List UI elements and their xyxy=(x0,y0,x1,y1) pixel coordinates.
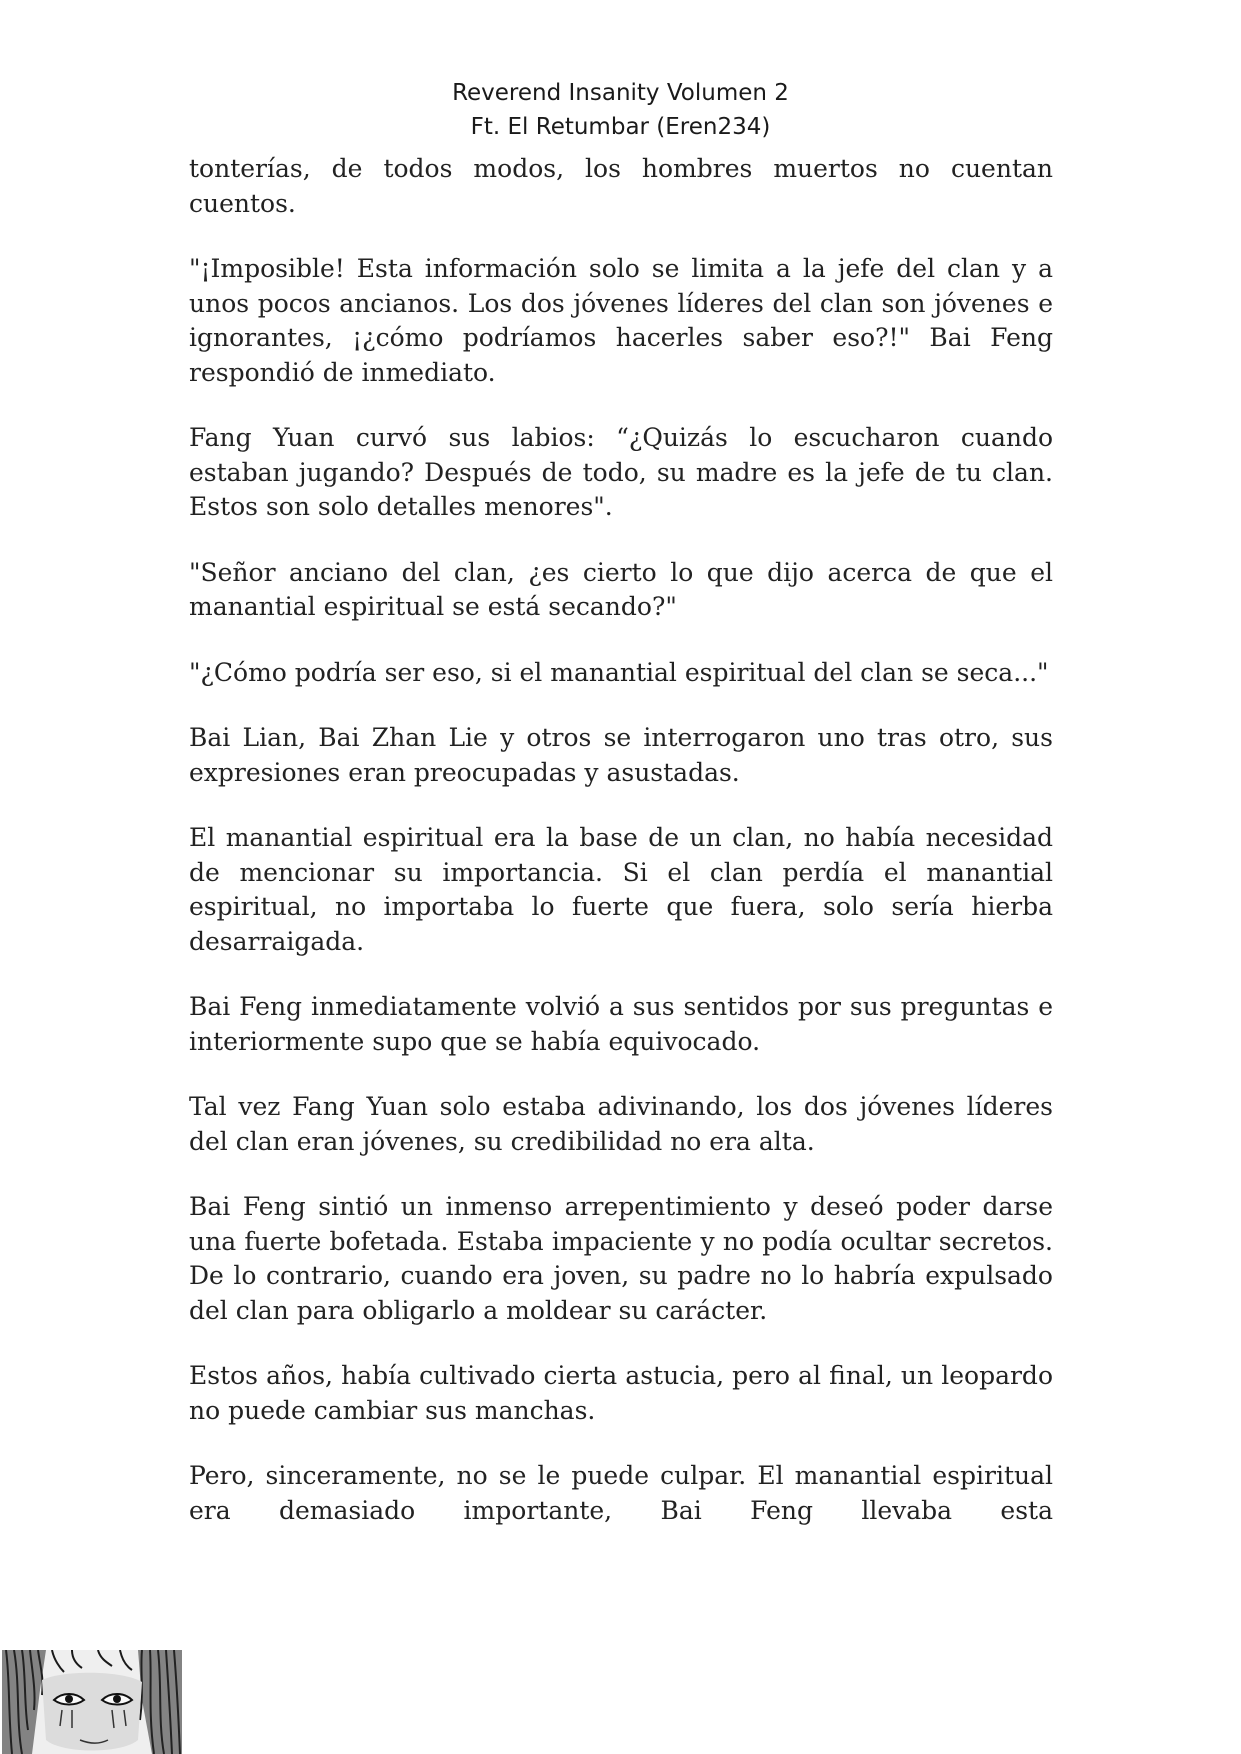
page-header xyxy=(0,76,1241,144)
document-body xyxy=(189,152,1053,1559)
paragraph: "Señor anciano del clan, ¿es cierto lo que dijo acerca de que el manantial espiritual se está secando?" xyxy=(189,557,1053,621)
paragraph: "¿Cómo podría ser eso, si el manantial espiritual del clan se seca..." xyxy=(189,657,1049,687)
paragraph: Bai Feng sintió un inmenso arrepentimiento y deseó poder darse una fuerte bofetada. Estaba impaciente y no podía ocultar secretos. De lo contrario, cuando era joven, su padre no lo habría expulsado del clan para obligarlo a moldear su carácter. xyxy=(189,1192,1053,1325)
paragraph: Fang Yuan curvó sus labios: “¿Quizás lo escucharon cuando estaban jugando? Después de todo, su madre es la jefe de tu clan. Estos son solo detalles menores". xyxy=(189,423,1053,521)
header-credit: Ft. El Retumbar (Eren234) xyxy=(470,114,771,140)
paragraph: tonterías, de todos modos, los hombres muertos no cuentan cuentos. xyxy=(189,154,1053,218)
header-title: Reverend Insanity Volumen 2 xyxy=(452,80,789,106)
paragraph: "¡Imposible! Esta información solo se limita a la jefe del clan y a unos pocos ancianos. Los dos jóvenes líderes del clan son jóvenes e ignorantes, ¡¿cómo podríamos hacerles saber eso?!" Bai Feng respondió de inmediato. xyxy=(189,254,1053,387)
paragraph: Bai Lian, Bai Zhan Lie y otros se interrogaron uno tras otro, sus expresiones eran preocupadas y asustadas. xyxy=(189,723,1053,787)
paragraph: Pero, sinceramente, no se le puede culpar. El manantial espiritual era demasiado importante, Bai Feng llevaba esta xyxy=(189,1461,1053,1525)
paragraph: El manantial espiritual era la base de un clan, no había necesidad de mencionar su importancia. Si el clan perdía el manantial espiritual, no importaba lo fuerte que fuera, solo sería hierba desarraigada. xyxy=(189,823,1053,956)
paragraph: Tal vez Fang Yuan solo estaba adivinando, los dos jóvenes líderes del clan eran jóvenes, su credibilidad no era alta. xyxy=(189,1092,1053,1156)
manga-portrait-logo-icon xyxy=(2,1650,182,1754)
paragraph: Estos años, había cultivado cierta astucia, pero al final, un leopardo no puede cambiar sus manchas. xyxy=(189,1361,1053,1425)
paragraph: Bai Feng inmediatamente volvió a sus sentidos por sus preguntas e interiormente supo que se había equivocado. xyxy=(189,992,1053,1056)
